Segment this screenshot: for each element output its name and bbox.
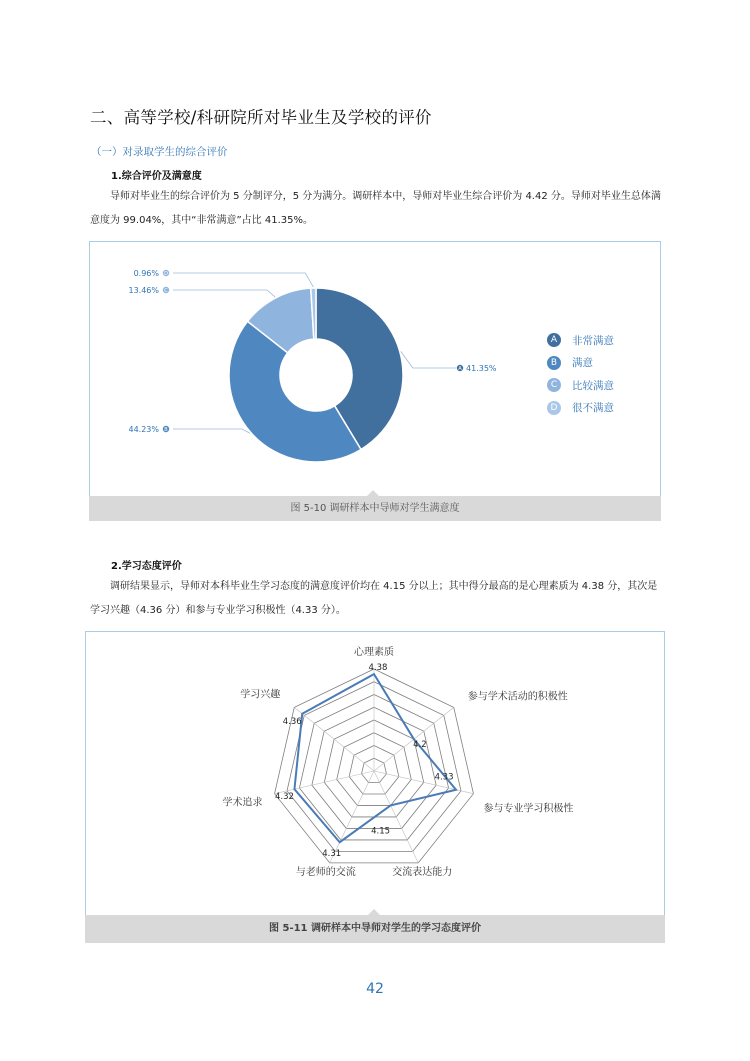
radar-value-label: 4.38 (368, 663, 388, 674)
radar-spoke (294, 707, 374, 771)
svg-text:D: D (164, 271, 168, 278)
svg-text:A: A (458, 366, 462, 373)
svg-text:44.23%: 44.23% (128, 425, 159, 434)
page-number: 42 (366, 981, 384, 997)
donut-label-c (128, 286, 169, 295)
section-title: 二、高等学校/科研院所对毕业生及学校的评价 (90, 108, 432, 127)
legend-badge-icon: B (547, 356, 561, 370)
satisfaction-legend (547, 329, 614, 419)
legend-badge-icon: C (547, 378, 561, 392)
figure-attitude-caption: 图 5-11 调研样本中导师对学生的学习态度评价 (85, 915, 665, 943)
svg-text:C: C (164, 288, 168, 295)
donut-label-d (134, 269, 170, 278)
donut-leader-a (401, 351, 456, 368)
donut-leader-d (173, 273, 313, 287)
legend-item-c (547, 374, 614, 397)
donut-leader-b (173, 429, 250, 433)
legend-label: 满意 (572, 357, 593, 370)
radar-axis-label: 学习兴趣 (240, 689, 281, 701)
radar-axis-label: 参与专业学习积极性 (483, 803, 574, 815)
legend-label: 很不满意 (572, 402, 614, 415)
radar-axis-label: 心理素质 (354, 647, 394, 658)
figure-satisfaction-caption: 图 5-10 调研样本中导师对学生满意度 (89, 496, 661, 521)
part1-paragraph: 导师对毕业生的综合评价为 5 分制评分，5 分为满分。调研样本中，导师对毕业生综合评价为 4.42 分。导师对毕业生总体满意度为 99.04%，其中“非常满意”占比 41.35%。 (90, 191, 661, 226)
radar-value-label: 4.2 (413, 740, 427, 751)
donut-leader-c (173, 290, 275, 297)
radar-axis-label: 参与学术活动的积极性 (467, 691, 568, 703)
svg-text:41.35%: 41.35% (466, 364, 497, 373)
subsection-title: （一）对录取学生的综合评价 (91, 146, 228, 158)
radar-value-label: 4.33 (434, 772, 454, 783)
svg-text:0.96%: 0.96% (133, 269, 159, 278)
radar-series-line (294, 674, 456, 842)
legend-item-d (547, 397, 614, 420)
donut-label-b (128, 425, 169, 434)
radar-value-label: 4.36 (282, 716, 302, 727)
radar-spoke (374, 771, 473, 794)
part2-paragraph: 调研结果显示，导师对本科毕业生学习态度的满意度评价均在 4.15 分以上；其中得分最高的是心理素质为 4.38 分，其次是学习兴趣（4.36 分）和参与专业学习积极性（4.33 分）。 (90, 581, 658, 616)
legend-item-a (547, 329, 614, 352)
donut-label-a (457, 364, 497, 373)
legend-item-b (547, 352, 614, 375)
legend-label: 非常满意 (572, 334, 614, 347)
radar-axis-label: 与老师的交流 (295, 866, 356, 878)
radar-spoke (275, 771, 374, 794)
radar-axis-label: 交流表达能力 (392, 866, 453, 878)
legend-badge-icon: A (547, 333, 561, 347)
svg-text:B: B (164, 427, 168, 434)
legend-label: 比较满意 (572, 379, 614, 392)
radar-value-label: 4.31 (322, 849, 342, 860)
radar-value-label: 4.15 (371, 826, 391, 837)
legend-badge-icon: D (547, 401, 561, 415)
radar-axis-label: 学术追求 (222, 797, 263, 809)
radar-value-label: 4.32 (274, 792, 294, 803)
part1-heading: 1.综合评价及满意度 (111, 171, 202, 182)
svg-text:13.46%: 13.46% (128, 286, 159, 295)
attitude-radar-chart (85, 631, 665, 916)
part2-heading: 2.学习态度评价 (111, 561, 182, 572)
